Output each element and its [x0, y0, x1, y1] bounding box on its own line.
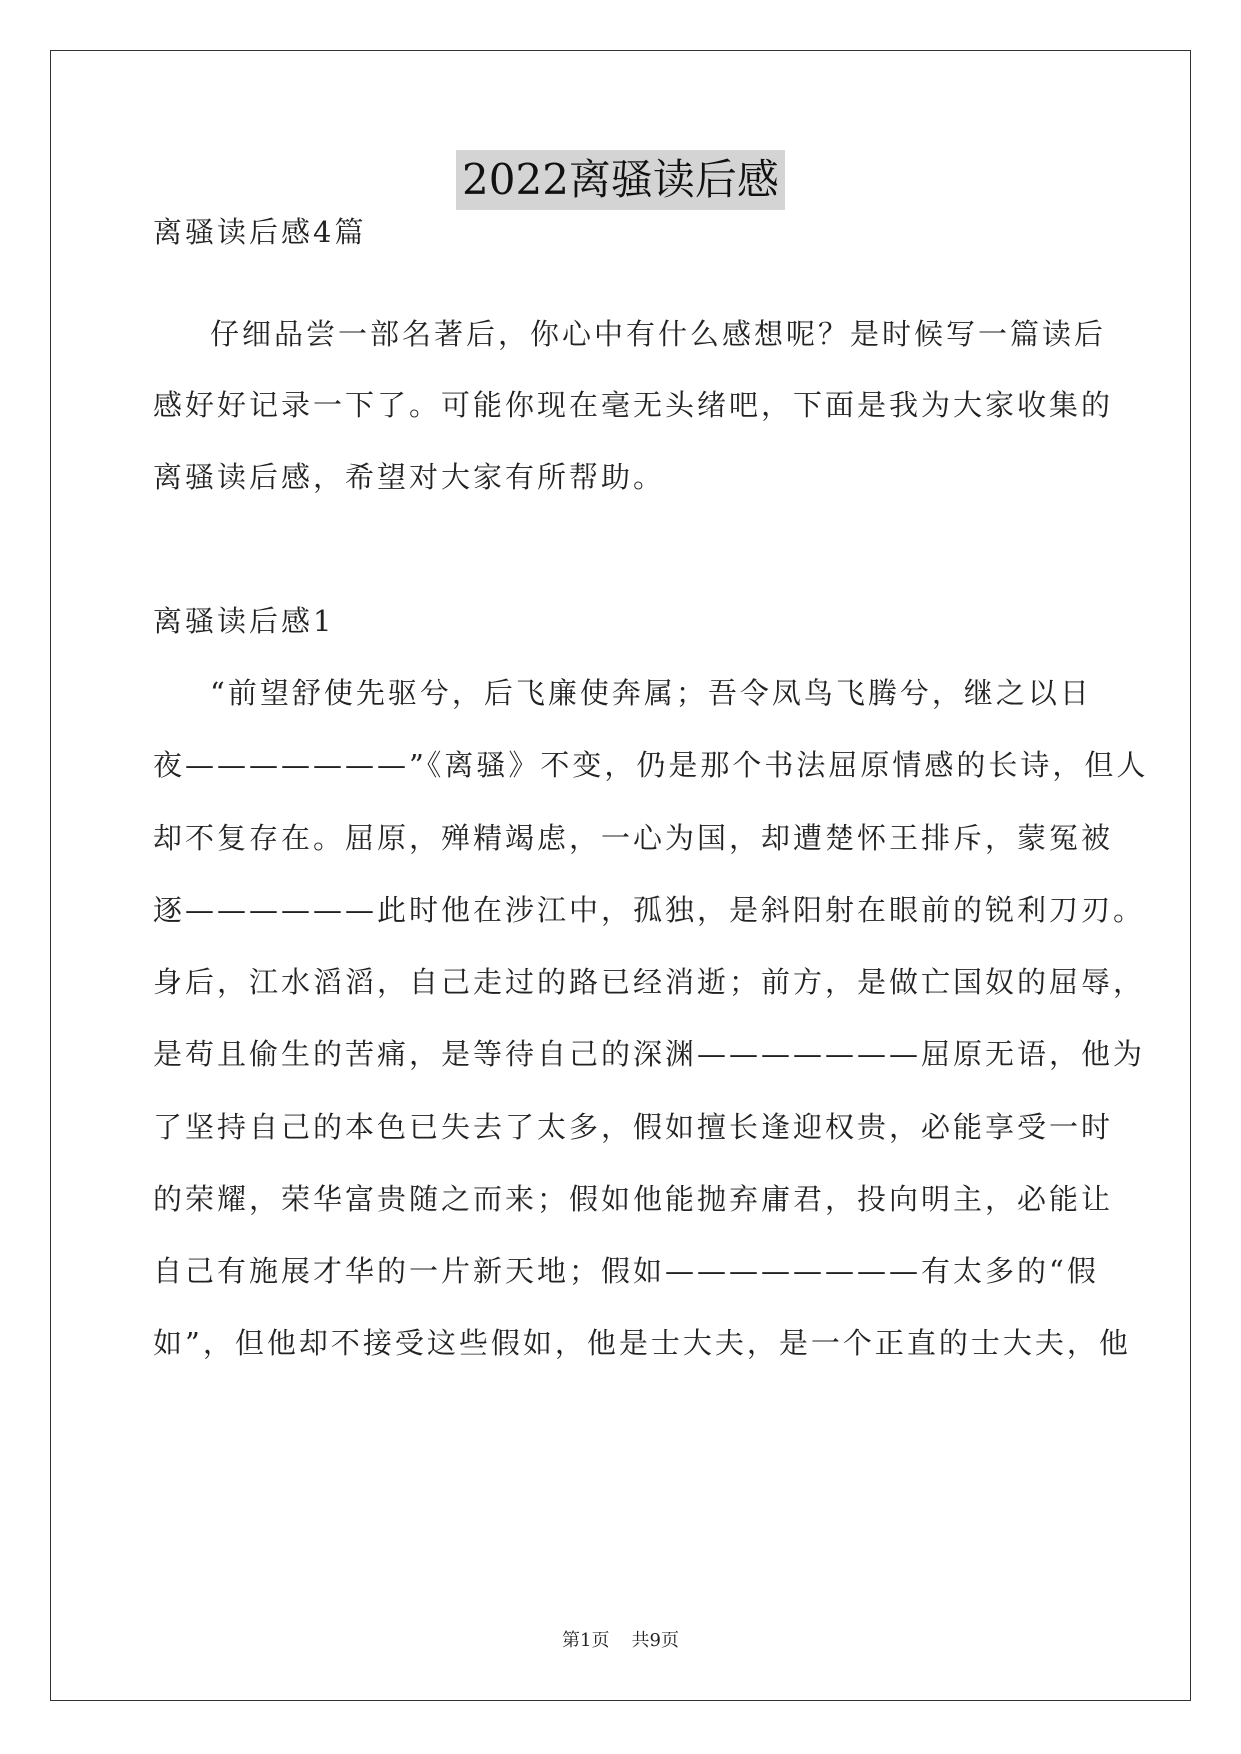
document-subtitle: 离骚读后感4篇 — [153, 215, 367, 249]
body-line: 的荣耀，荣华富贵随之而来；假如他能抛弃庸君，投向明主，必能让 — [153, 1182, 1114, 1216]
body-line: 如”，但他却不接受这些假如，他是士大夫，是一个正直的士大夫，他 — [153, 1326, 1131, 1360]
body-line: 逐——————此时他在涉江中，孤独，是斜阳射在眼前的锐利刀刃。 — [153, 893, 1146, 927]
body-line: 自己有施展才华的一片新天地；假如————————有太多的“假 — [153, 1254, 1099, 1288]
page-total: 共9页 — [631, 1630, 679, 1651]
intro-line: 仔细品尝一部名著后，你心中有什么感想呢？是时候写一篇读后 — [210, 317, 1107, 351]
title-wrap — [0, 150, 1241, 210]
body-line: 是苟且偷生的苦痛，是等待自己的深渊———————屈原无语，他为 — [153, 1037, 1146, 1071]
intro-line: 感好好记录一下了。可能你现在毫无头绪吧，下面是我为大家收集的 — [153, 388, 1114, 422]
intro-line: 离骚读后感，希望对大家有所帮助。 — [153, 460, 666, 494]
body-line: 却不复存在。屈原，殚精竭虑，一心为国，却遭楚怀王排斥，蒙冤被 — [153, 821, 1114, 855]
page-number: 第1页 — [562, 1630, 610, 1651]
page-footer — [0, 1626, 1241, 1652]
page-border — [50, 50, 1191, 1701]
document-title: 2022离骚读后感 — [456, 150, 785, 210]
body-line: 夜———————”《离骚》不变，仍是那个书法屈原情感的长诗，但人 — [153, 748, 1149, 782]
section-heading: 离骚读后感1 — [153, 604, 335, 638]
body-line: “前望舒使先驱兮，后飞廉使奔属；吾令凤鸟飞腾兮，继之以日 — [210, 676, 1092, 710]
body-line: 身后，江水滔滔，自己走过的路已经消逝；前方，是做亡国奴的屈辱， — [153, 965, 1146, 999]
body-line: 了坚持自己的本色已失去了太多，假如擅长逢迎权贵，必能享受一时 — [153, 1110, 1114, 1144]
